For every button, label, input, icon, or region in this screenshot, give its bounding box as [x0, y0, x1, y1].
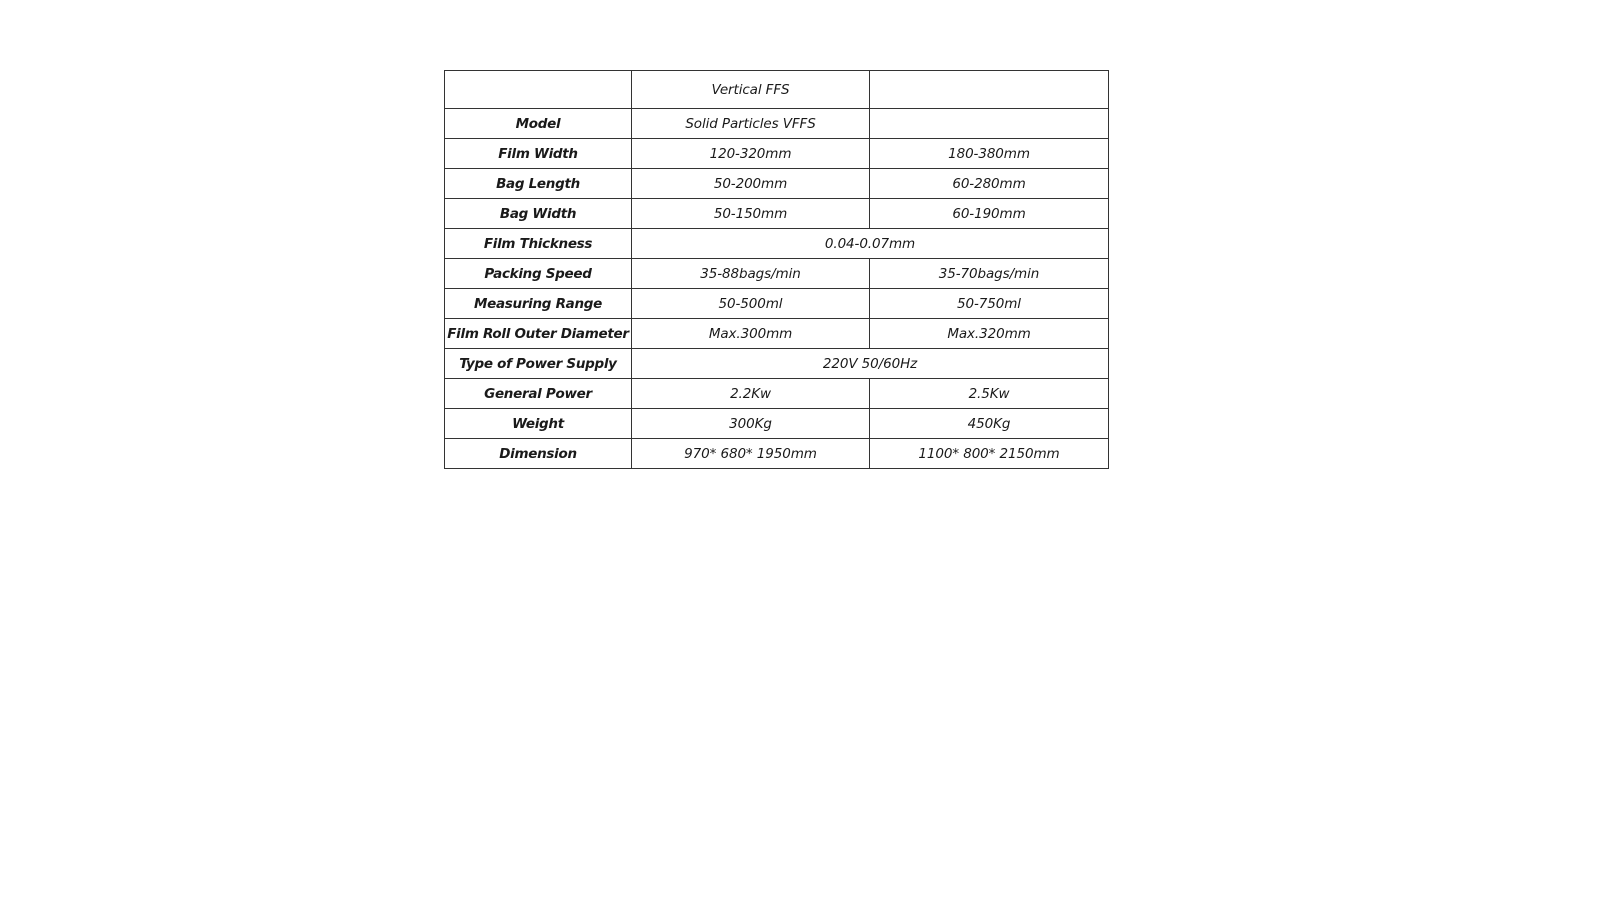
row-value-2: [870, 109, 1109, 139]
row-value-1: Solid Particles VFFS: [632, 109, 870, 139]
row-value-2: 1100* 800* 2150mm: [870, 439, 1109, 469]
row-value-2: 2.5Kw: [870, 379, 1109, 409]
spec-table: [444, 70, 1109, 469]
table-row-weight: [445, 409, 1109, 439]
row-value-1: 50-200mm: [632, 169, 870, 199]
row-label: Model: [445, 109, 632, 139]
row-label: Dimension: [445, 439, 632, 469]
row-value-1: 120-320mm: [632, 139, 870, 169]
row-value-1: 35-88bags/min: [632, 259, 870, 289]
table-row-film-width: [445, 139, 1109, 169]
row-value-1: Max.300mm: [632, 319, 870, 349]
table-row-bag-length: [445, 169, 1109, 199]
table-row-general-power: [445, 379, 1109, 409]
row-value-2: 35-70bags/min: [870, 259, 1109, 289]
row-value-2: 60-280mm: [870, 169, 1109, 199]
row-label: Film Width: [445, 139, 632, 169]
row-label: Bag Width: [445, 199, 632, 229]
row-value-merged: 220V 50/60Hz: [632, 349, 1109, 379]
row-value-merged: 0.04-0.07mm: [632, 229, 1109, 259]
row-value-1: 300Kg: [632, 409, 870, 439]
table-row-model: [445, 109, 1109, 139]
table-row-bag-width: [445, 199, 1109, 229]
table-header-row: [445, 71, 1109, 109]
row-value-1: 50-500ml: [632, 289, 870, 319]
table-row-power-supply: [445, 349, 1109, 379]
row-value-2: 450Kg: [870, 409, 1109, 439]
row-value-2: 180-380mm: [870, 139, 1109, 169]
row-label: Film Thickness: [445, 229, 632, 259]
row-label: Bag Length: [445, 169, 632, 199]
row-label: Film Roll Outer Diameter: [445, 319, 632, 349]
row-value-1: 50-150mm: [632, 199, 870, 229]
row-label: Packing Speed: [445, 259, 632, 289]
table-row-packing-speed: [445, 259, 1109, 289]
header-cell-vertical-ffs: Vertical FFS: [632, 71, 870, 109]
header-cell-empty: [445, 71, 632, 109]
header-cell-empty-2: [870, 71, 1109, 109]
row-value-1: 970* 680* 1950mm: [632, 439, 870, 469]
row-value-2: 50-750ml: [870, 289, 1109, 319]
table-row-film-thickness: [445, 229, 1109, 259]
row-label: Weight: [445, 409, 632, 439]
row-value-2: Max.320mm: [870, 319, 1109, 349]
table-row-dimension: [445, 439, 1109, 469]
row-label: Type of Power Supply: [445, 349, 632, 379]
row-value-1: 2.2Kw: [632, 379, 870, 409]
table-row-film-roll-outer-diameter: [445, 319, 1109, 349]
row-value-2: 60-190mm: [870, 199, 1109, 229]
row-label: Measuring Range: [445, 289, 632, 319]
table-row-measuring-range: [445, 289, 1109, 319]
row-label: General Power: [445, 379, 632, 409]
